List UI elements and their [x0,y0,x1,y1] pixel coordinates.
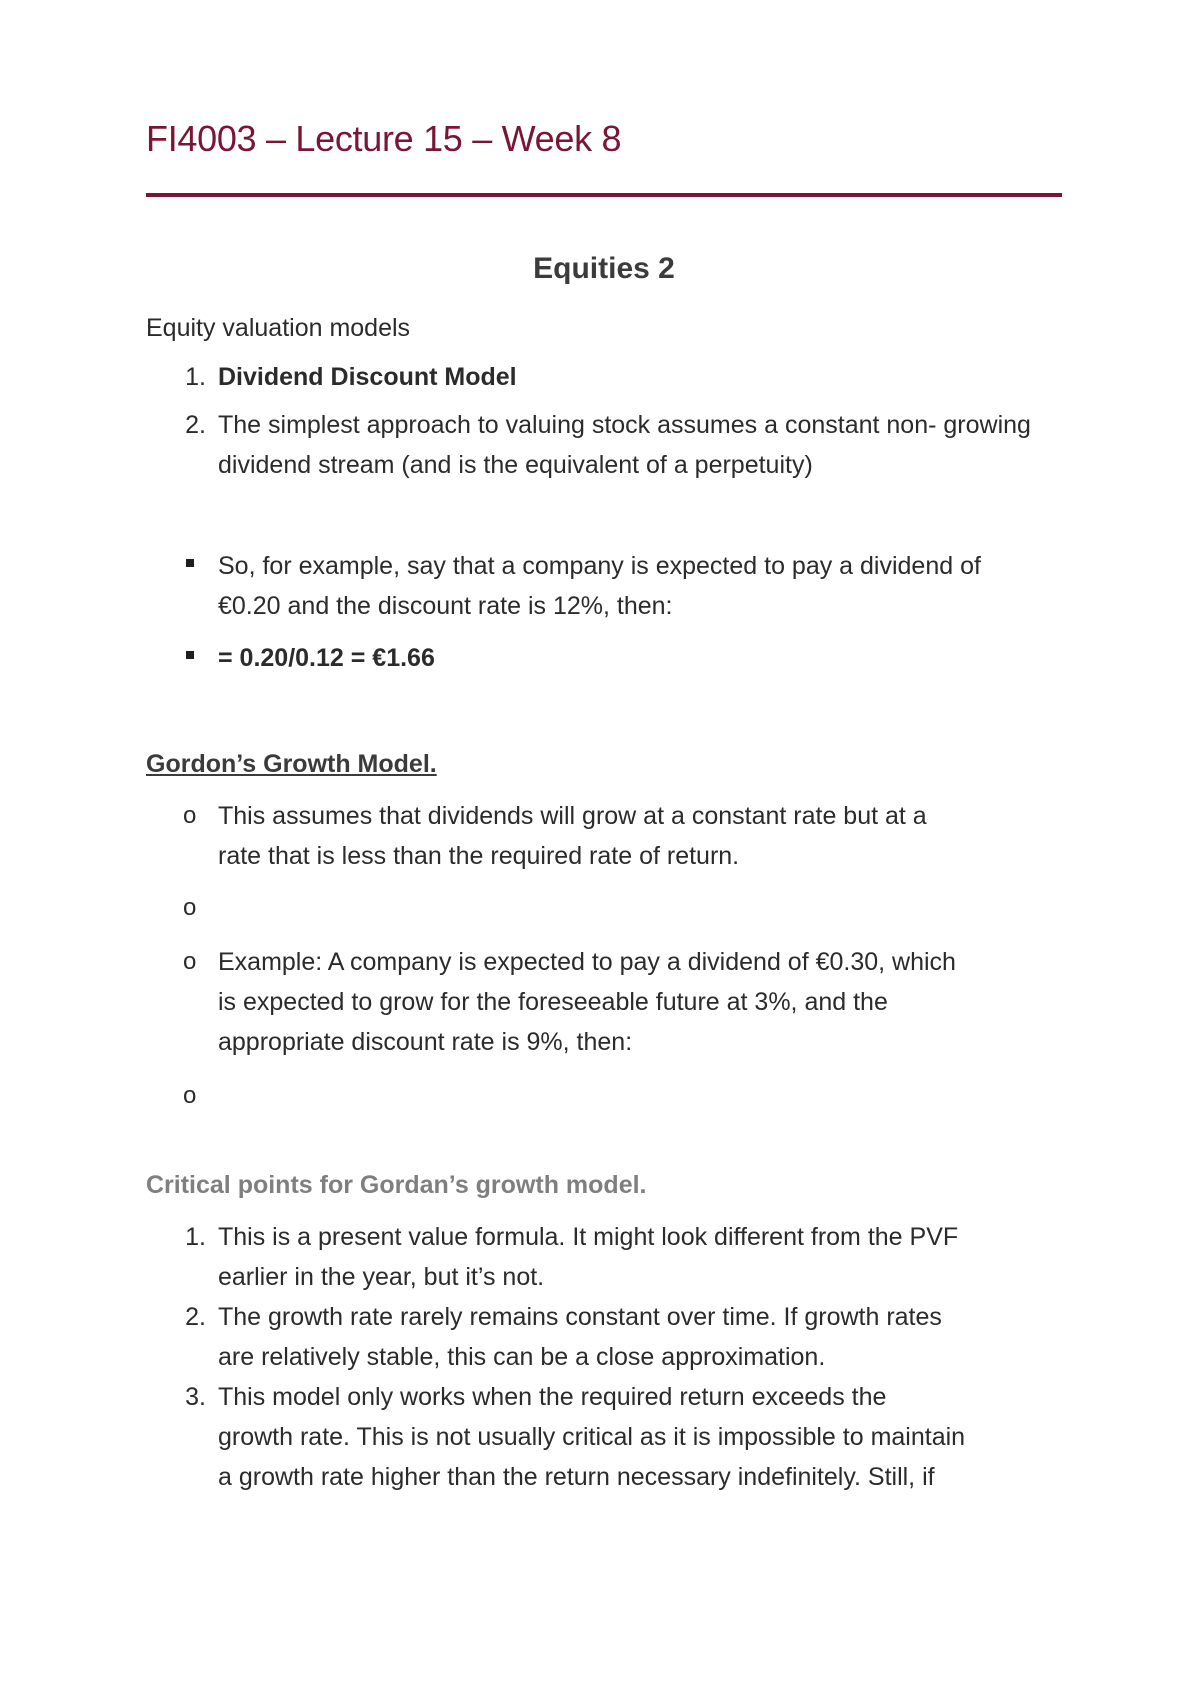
list-item-text: Dividend Discount Model [218,363,517,391]
intro-label: Equity valuation models [146,314,411,342]
circle-bullet-icon: o [183,894,197,921]
critical-heading: Critical points for Gordan’s growth model. [146,1171,647,1199]
list-item-text: a growth rate higher than the return necessary indefinitely. Still, if [218,1463,935,1491]
list-item-text: The growth rate rarely remains constant over time. If growth rates [218,1303,942,1331]
document-title: FI4003 – Lecture 15 – Week 8 [146,118,622,159]
list-item-text: growth rate. This is not usually critical as it is impossible to maintain [218,1423,966,1451]
square-bullet-icon [186,651,194,659]
bullet-text: is expected to grow for the foreseeable future at 3%, and the [218,988,888,1016]
list-number: 1. [185,1223,206,1251]
circle-bullet-icon: o [183,802,197,829]
list-item-text: dividend stream (and is the equivalent of a perpetuity) [218,451,813,479]
list-item-text: This is a present value formula. It might look different from the PVF [218,1223,959,1251]
list-number: 1. [185,363,206,391]
bullet-text: Example: A company is expected to pay a dividend of €0.30, which [218,948,956,976]
square-bullet-icon [186,559,194,567]
bullet-text: appropriate discount rate is 9%, then: [218,1028,633,1056]
section-heading: Equities 2 [533,252,675,285]
bullet-text: rate that is less than the required rate of return. [218,842,740,870]
bullet-formula-text: = 0.20/0.12 = €1.66 [218,644,435,672]
bullet-text: €0.20 and the discount rate is 12%, then: [218,592,673,620]
list-item-text: are relatively stable, this can be a close approximation. [218,1343,826,1371]
list-number: 2. [185,411,206,439]
list-number: 2. [185,1303,206,1331]
title-divider [146,193,1062,197]
bullet-text: So, for example, say that a company is expected to pay a dividend of [218,552,981,580]
gordon-heading: Gordon’s Growth Model. [146,750,437,778]
list-number: 3. [185,1383,206,1411]
list-item-text: This model only works when the required return exceeds the [218,1383,887,1411]
list-item-text: The simplest approach to valuing stock assumes a constant non- growing [218,411,1031,439]
list-item-text: earlier in the year, but it’s not. [218,1263,545,1291]
bullet-text: This assumes that dividends will grow at a constant rate but at a [218,802,927,830]
circle-bullet-icon: o [183,1082,197,1109]
circle-bullet-icon: o [183,948,197,975]
